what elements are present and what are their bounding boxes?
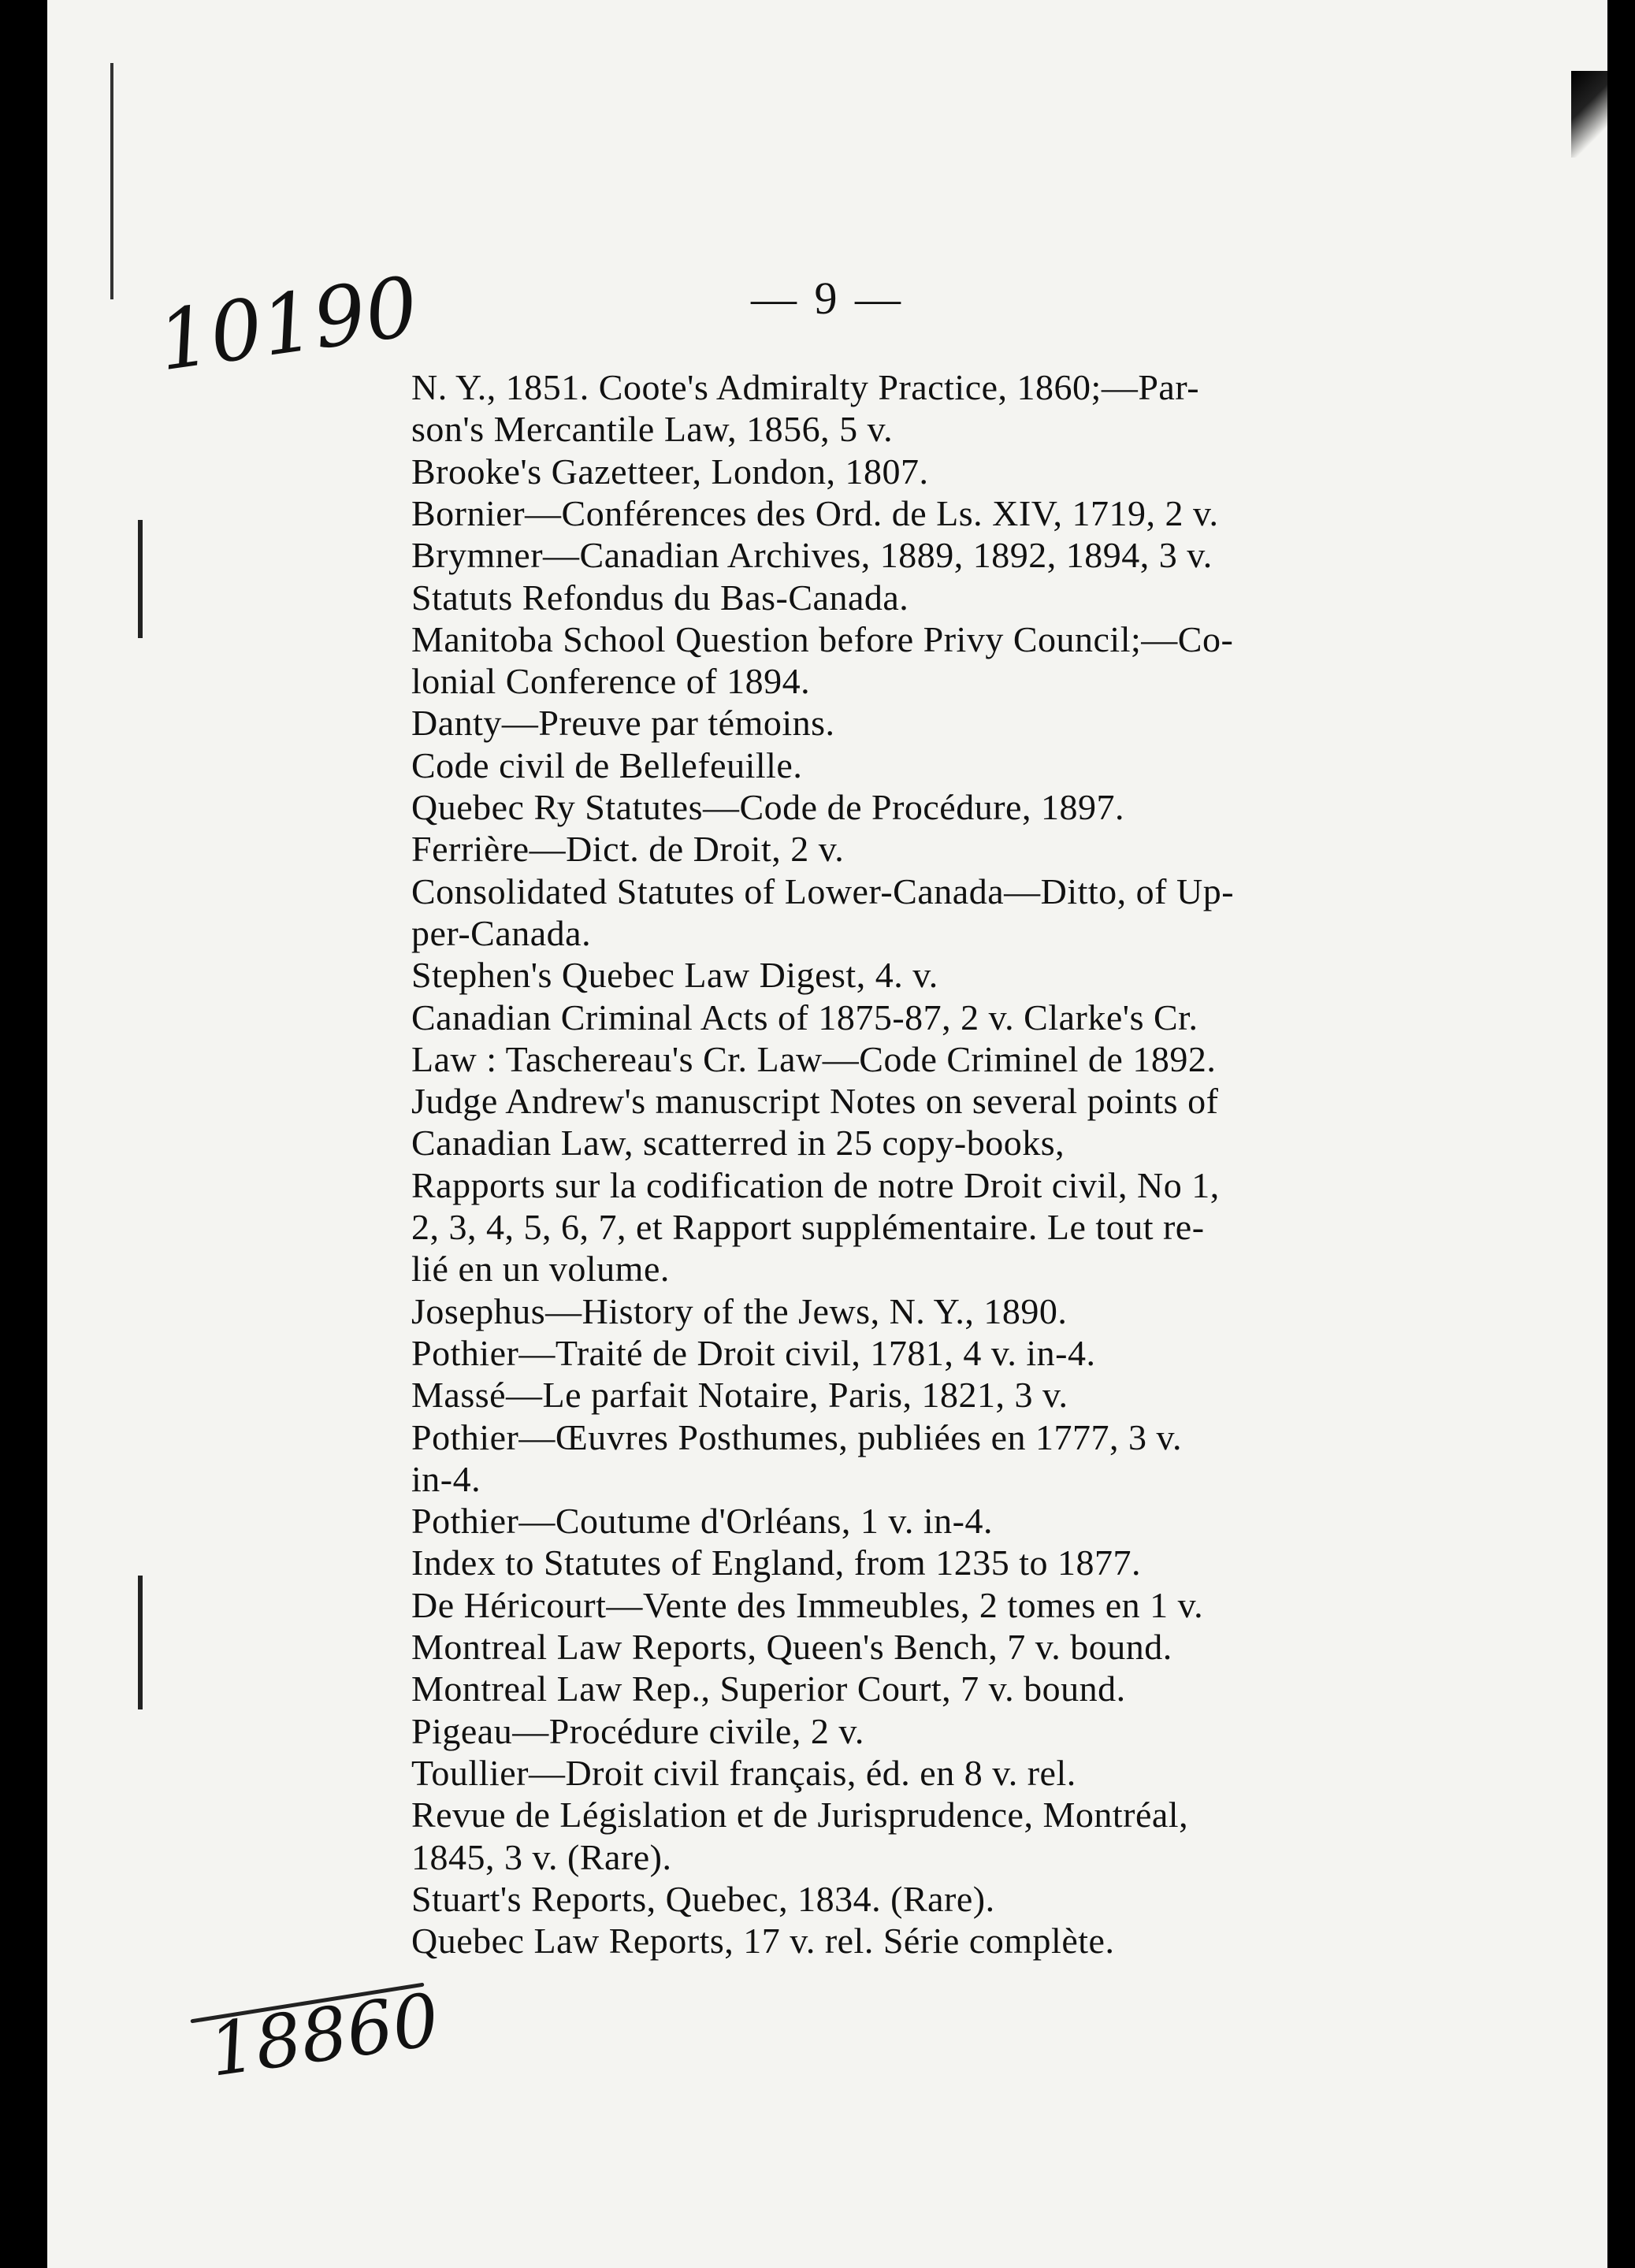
handwritten-top-number: 10190	[152, 258, 424, 390]
lot-description: Quebec Ry Statutes—Code de Procédure, 1897.	[411, 787, 1124, 827]
lot-description: Consolidated Statutes of Lower-Canada—Ditto, of Up-	[411, 870, 1235, 911]
lot-description: N. Y., 1851. Coote's Admiralty Practice, 1860;—Par-	[411, 367, 1200, 407]
lot-description: Danty—Preuve par témoins.	[411, 703, 835, 744]
lot-description: De Héricourt—Vente des Immeubles, 2 tomes en 1 v.	[411, 1584, 1204, 1625]
lot-description: Stephen's Quebec Law Digest, 4. v.	[411, 955, 938, 996]
lot-description: Statuts Refondus du Bas-Canada.	[411, 577, 909, 618]
lot-description: Bornier—Conférences des Ord. de Ls. XIV, 1719, 2 v.	[411, 492, 1219, 533]
lot-description: Pothier—Œuvres Posthumes, publiées en 1777, 3 v.	[411, 1416, 1183, 1457]
lot-description: Brymner—Canadian Archives, 1889, 1892, 1894, 3 v.	[411, 535, 1213, 576]
lot-description: 1845, 3 v. (Rare).	[411, 1836, 672, 1877]
lot-description: Ferrière—Dict. de Droit, 2 v.	[411, 829, 845, 870]
lot-description: Rapports sur la codification de notre Droit civil, No 1,	[411, 1164, 1220, 1205]
lot-description: Brooke's Gazetteer, London, 1807.	[411, 451, 929, 492]
binding-mark	[138, 520, 143, 638]
corner-damage	[1571, 71, 1607, 158]
lot-description: Judge Andrew's manuscript Notes on several points of	[411, 1081, 1219, 1122]
page-number: — 9 —	[751, 273, 904, 324]
binding-shadow	[110, 63, 113, 299]
lot-description: lié en un volume.	[411, 1249, 670, 1290]
lot-description: Montreal Law Rep., Superior Court, 7 v. bound.	[411, 1669, 1126, 1709]
lot-description: Massé—Le parfait Notaire, Paris, 1821, 3 v.	[411, 1375, 1068, 1416]
lot-description: Manitoba School Question before Privy Council;—Co-	[411, 618, 1234, 659]
lot-description: Revue de Législation et de Jurisprudence, Montréal,	[411, 1795, 1189, 1836]
binding-mark	[138, 1576, 143, 1709]
lot-description: Pothier—Coutume d'Orléans, 1 v. in-4.	[411, 1501, 993, 1542]
scanned-page	[47, 0, 1607, 2268]
lot-description: Canadian Law, scatterred in 25 copy-books,	[411, 1123, 1065, 1164]
lot-description: in-4.	[411, 1458, 481, 1499]
handwritten-total: 18860	[203, 1977, 444, 2093]
lot-description: per-Canada.	[411, 912, 592, 953]
lot-description: son's Mercantile Law, 1856, 5 v.	[411, 409, 894, 450]
lot-description: Index to Statutes of England, from 1235 to 1877.	[411, 1542, 1141, 1583]
lot-description: Josephus—History of the Jews, N. Y., 1890.	[411, 1290, 1068, 1331]
lot-description: Law : Taschereau's Cr. Law—Code Criminel de 1892.	[411, 1038, 1217, 1079]
lot-description: lonial Conference of 1894.	[411, 661, 811, 702]
lot-description: Canadian Criminal Acts of 1875-87, 2 v. Clarke's Cr.	[411, 997, 1198, 1037]
lot-description: Code civil de Bellefeuille.	[411, 744, 803, 785]
lot-description: Pigeau—Procédure civile, 2 v.	[411, 1710, 864, 1751]
lot-description: Toullier—Droit civil français, éd. en 8 v. rel.	[411, 1752, 1076, 1793]
lot-description: Quebec Law Reports, 17 v. rel. Série complète.	[411, 1921, 1115, 1962]
lot-description: 2, 3, 4, 5, 6, 7, et Rapport supplémentaire. Le tout re-	[411, 1207, 1205, 1247]
lot-description: Stuart's Reports, Quebec, 1834. (Rare).	[411, 1878, 995, 1919]
lot-description: Montreal Law Reports, Queen's Bench, 7 v. bound.	[411, 1627, 1172, 1667]
lot-description: Pothier—Traité de Droit civil, 1781, 4 v. in-4.	[411, 1332, 1096, 1373]
